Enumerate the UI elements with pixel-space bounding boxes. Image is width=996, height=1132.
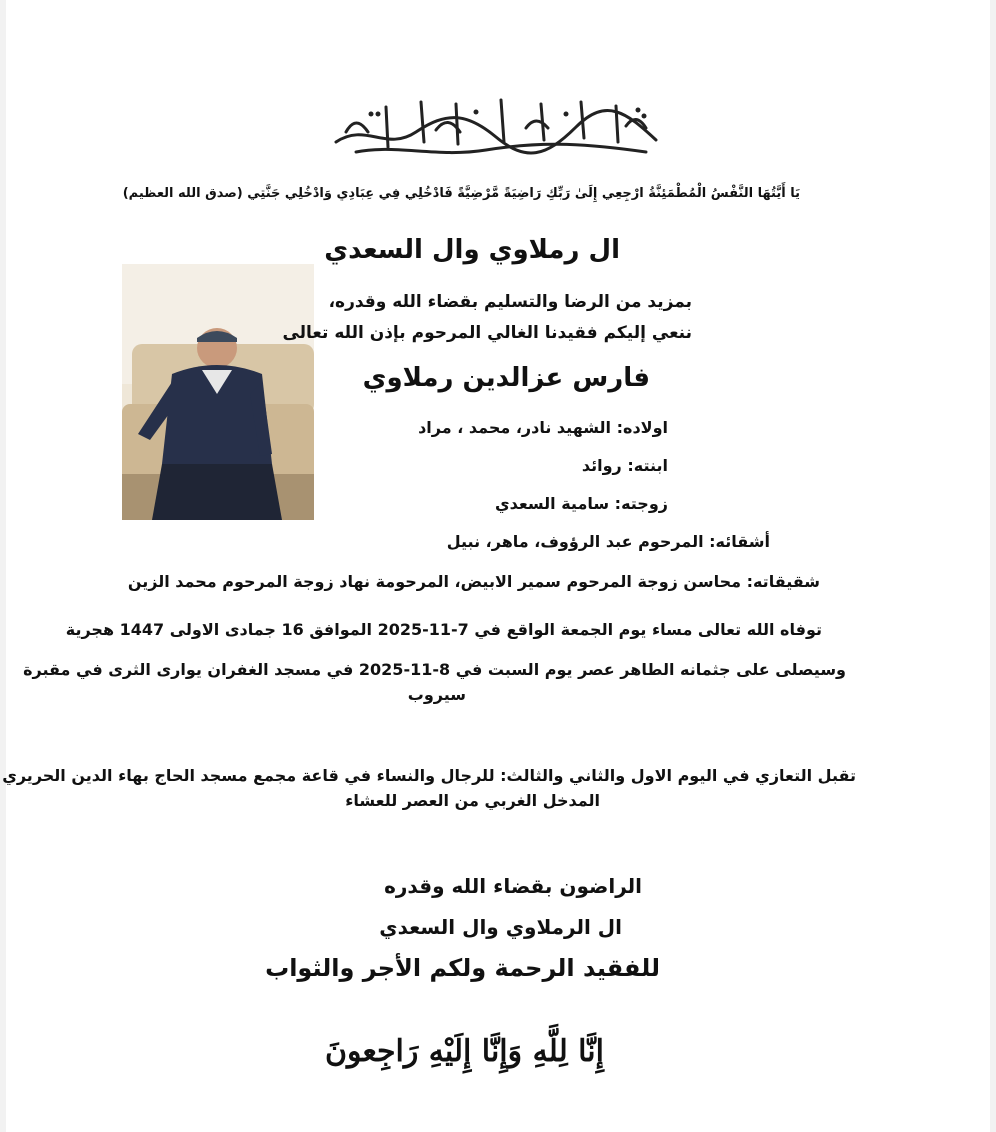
quran-verse: يَا أَيَّتُهَا النَّفْسُ الْمُطْمَئِنَّةُ ارْجِعِي إِلَىٰ رَبِّكِ رَاضِيَةً مَّرْضِيَّةً فَادْخُلِي فِي عِبَادِي وَادْخُلِي جَنَّتِي (صدق الله العظيم) [122,186,800,201]
announcement-line-2: ننعي إليكم فقيدنا الغالي المرحوم بإذن الله تعالى [282,323,692,343]
condolences-line-1: تقبل التعازي في اليوم الاول والثاني والثالث: للرجال والنساء في قاعة مجمع مسجد الحاج بهاء الدين الحريري [2,766,856,785]
death-date-line: توفاه الله تعالى مساء يوم الجمعة الواقع في 7-11-2025 الموافق 16 جمادى الاولى 1447 هجرية [65,620,822,639]
calligraphy-logo [326,92,666,164]
daughter-line: ابنته: روائد [581,456,668,475]
children-line: اولاده: الشهيد نادر، محمد ، مراد [418,418,668,437]
calligraphy-drawing [326,92,666,164]
closing-verse: إِنَّا لِلَّهِ وَإِنَّا إِلَيْهِ رَاجِعونَ [324,1034,604,1069]
footer-line-2: ال الرملاوي وال السعدي [379,915,622,939]
sisters-line: شقيقاته: محاسن زوجة المرحوم سمير الابيض، المرحومة نهاد زوجة المرحوم محمد الزين [127,572,820,591]
family-title: ال رملاوي وال السعدي [324,235,620,265]
footer-line-3: للفقيد الرحمة ولكم الأجر والثواب [265,954,660,982]
deceased-name: فارس عزالدين رملاوي [362,363,650,393]
announcement-line-1: بمزيد من الرضا والتسليم بقضاء الله وقدره، [328,292,692,312]
footer-line-1: الراضون بقضاء الله وقدره [384,874,642,898]
funeral-line-1: وسيصلى على جثمانه الطاهر عصر يوم السبت في 8-11-2025 في مسجد الغفران يوارى الثرى في مقبرة [23,660,846,679]
deceased-photo [122,264,314,520]
funeral-line-2: سيروب [407,685,466,704]
wife-line: زوجته: سامية السعدي [494,494,668,513]
obituary-page [2,0,990,1132]
brothers-line: أشقائه: المرحوم عبد الرؤوف، ماهر، نبيل [446,532,770,551]
condolences-line-2: المدخل الغربي من العصر للعشاء [345,791,600,810]
